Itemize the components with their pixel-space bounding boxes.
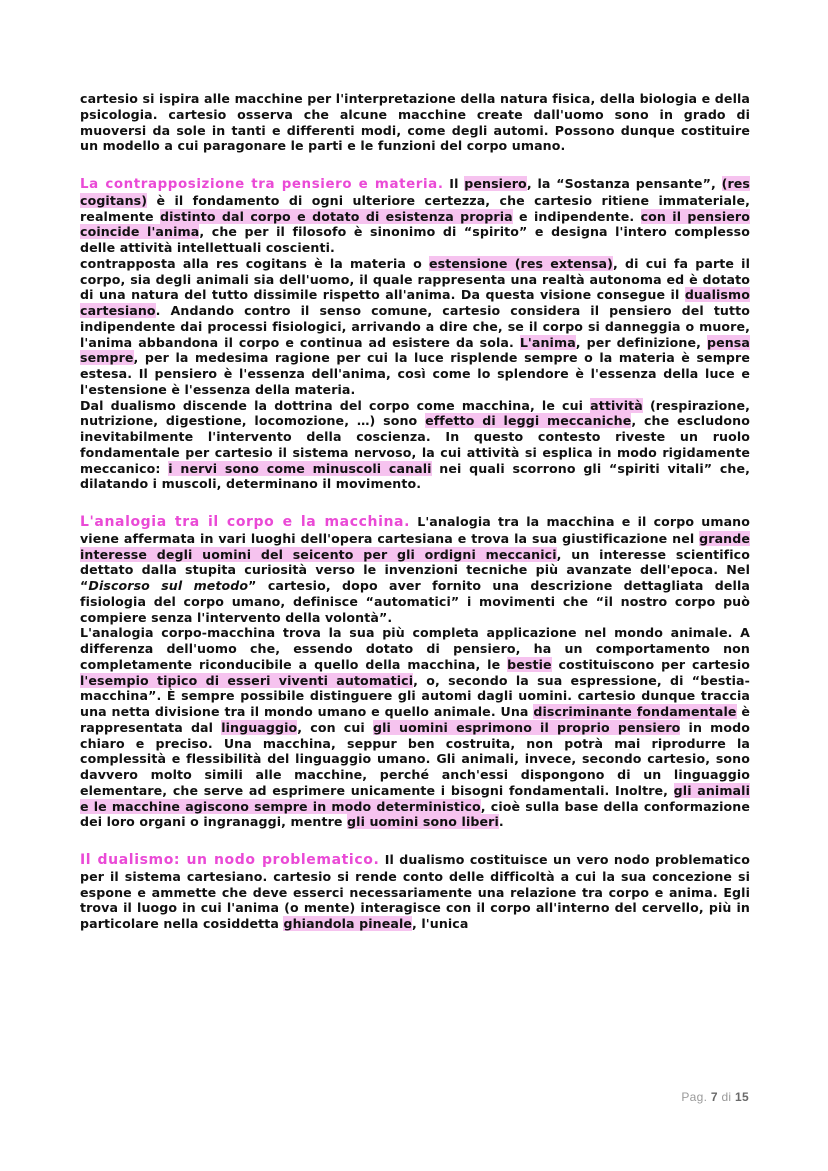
- page-number: Pag. 7 di 15: [681, 1090, 749, 1104]
- highlight: con il pensiero coincide l'anima: [80, 208, 750, 240]
- highlight: i nervi sono come minuscoli canali: [168, 460, 432, 476]
- paragraph-corpo-macchina: Dal dualismo discende la dottrina del corpo come macchina, le cui attività (respirazione, nutrizione, digestione, locomozione, …) sono effetto di leggi meccaniche, che escludono inevitabilmente l'intervento della coscienza. In questo contesto riveste un ruolo fondamentale per cartesio il sistema nervoso, la cui attività si esplica in modo rigidamente meccanico: i nervi sono come minuscoli canali nei quali scorrono gli “spiriti vitali” che, dilatando i muscoli, determinano il movimento.: [80, 397, 751, 492]
- section-title: La contrapposizione tra pensiero e materia.: [80, 177, 444, 192]
- highlight: gli animali e le macchine agiscono sempre in modo deterministico: [80, 782, 750, 814]
- book-title: Discorso sul metodo: [88, 578, 249, 593]
- highlight: distinto dal corpo e dotato di esistenza propria: [159, 208, 513, 224]
- highlight: estensione (res extensa): [429, 255, 613, 271]
- highlight: gli uomini esprimono il proprio pensiero: [372, 719, 681, 735]
- highlight: effetto di leggi meccaniche: [425, 413, 632, 429]
- highlight: bestie: [507, 656, 552, 672]
- section-dualismo: Il dualismo: un nodo problematico. Il dualismo costituisce un vero nodo problematico per il sistema cartesiano. cartesio si rende conto delle difficoltà a cui la sua concezione si espone e ammette che deve esserci necessariamente una relazione tra corpo e anima. Egli trova il luogo in cui l'anima (o mente) interagisce con il corpo all'interno del cervello, più in particolare nella cosiddetta ghiandola pineale, l'unica: [80, 852, 750, 931]
- section-title: Il dualismo: un nodo problematico.: [80, 852, 380, 868]
- highlight: (res cogitans): [80, 176, 751, 208]
- highlight: l'esempio tipico di esseri viventi automatici: [80, 672, 414, 688]
- intro-paragraph: cartesio si ispira alle macchine per l'interpretazione della natura fisica, della biologia e della psicologia. cartesio osserva che alcune macchine create dall'uomo sono in grado di muoversi da sole in tanti e differenti modi, come degli automi. Possono dunque costituire un modello a cui paragonare le parti e le funzioni del corpo umano.: [80, 91, 750, 154]
- highlight: discriminante fondamentale: [533, 704, 737, 719]
- section-contrapposizione: La contrapposizione tra pensiero e materia. Il pensiero, la “Sostanza pensante”, (res cogitans) è il fondamento di ogni ulteriore certezza, che cartesio ritiene immateriale, realmente distinto dal corpo e dotato di esistenza propria e indipendente. con il pensiero coincide l'anima, che per il filosofo è sinonimo di “spirito” e designa l'intero complesso delle attività intellettuali coscienti.: [80, 176, 751, 255]
- section-title: L'analogia tra il corpo e la macchina.: [80, 514, 411, 530]
- paragraph-res-extensa: contrapposta alla res cogitans è la materia o estensione (res extensa), di cui fa parte il corpo, sia degli animali sia dell'uomo, il quale rappresenta una realtà autonoma ed è dotato di una natura del tutto dissimile rispetto all'anima. Da questa visione consegue il dualismo cartesiano. Andando contro il senso comune, cartesio considera il pensiero del tutto indipendente dai processi fisiologici, arrivando a dire che, se il corpo si danneggia o muore, l'anima abbandona il corpo e continua ad esistere da sola. L'anima, per definizione, pensa sempre, per la medesima ragione per cui la luce risplende sempre o la materia è sempre estesa. Il pensiero è l'essenza dell'anima, così come lo splendore è l'essenza della luce e l'estensione è l'essenza della materia.: [80, 255, 750, 397]
- section-analogia: L'analogia tra il corpo e la macchina. L'analogia tra la macchina e il corpo umano viene affermata in vari luoghi dell'opera cartesiana e trova la sua giustificazione nel grande interesse degli uomini del seicento per gli ordigni meccanici, un interesse scientifico dettato dalla stupita curiosità verso le invenzioni tecniche più avanzate dell'epoca. Nel “Discorso sul metodo” cartesio, dopo aver fornito una descrizione dettagliata della fisiologia del corpo umano, definisce “automatici” i movimenti che “il nostro corpo può compiere senza l'intervento della volontà”.: [80, 514, 750, 625]
- highlight: L'anima: [519, 334, 576, 350]
- highlight: ghiandola pineale: [283, 916, 413, 931]
- highlight: gli uomini sono liberi: [347, 814, 499, 830]
- highlight: grande interesse degli uomini del seicento per gli ordigni meccanici: [80, 530, 750, 562]
- highlight: dualismo cartesiano: [80, 287, 750, 318]
- paragraph-bestia-macchina: L'analogia corpo-macchina trova la sua più completa applicazione nel mondo animale. A differenza dell'uomo che, essendo dotato di pensiero, ha un comportamento non completamente riconducibile a quello della macchina, le bestie costituiscono per cartesio l'esempio tipico di esseri viventi automatici, o, secondo la sua espressione, di “bestia-macchina”. È sempre possibile distinguere gli automi dagli uomini. cartesio dunque traccia una netta divisione tra il mondo umano e quello animale. Una discriminante fondamentale è rappresentata dal linguaggio, con cui gli uomini esprimono il proprio pensiero in modo chiaro e preciso. Una macchina, seppur ben costruita, non potrà mai riprodurre la complessità e flessibilità del linguaggio umano. Gli animali, invece, secondo cartesio, sono davvero molto simili alle macchine, perché anch'essi dispongono di un linguaggio elementare, che serve ad esprimere unicamente i bisogni fondamentali. Inoltre, gli animali e le macchine agiscono sempre in modo deterministico, cioè sulla base della conformazione dei loro organi o ingranaggi, mentre gli uomini sono liberi.: [80, 625, 750, 830]
- highlight: attività: [590, 397, 643, 413]
- highlight: pensiero: [464, 176, 527, 191]
- highlight: pensa sempre: [80, 334, 750, 366]
- highlight: linguaggio: [221, 719, 298, 735]
